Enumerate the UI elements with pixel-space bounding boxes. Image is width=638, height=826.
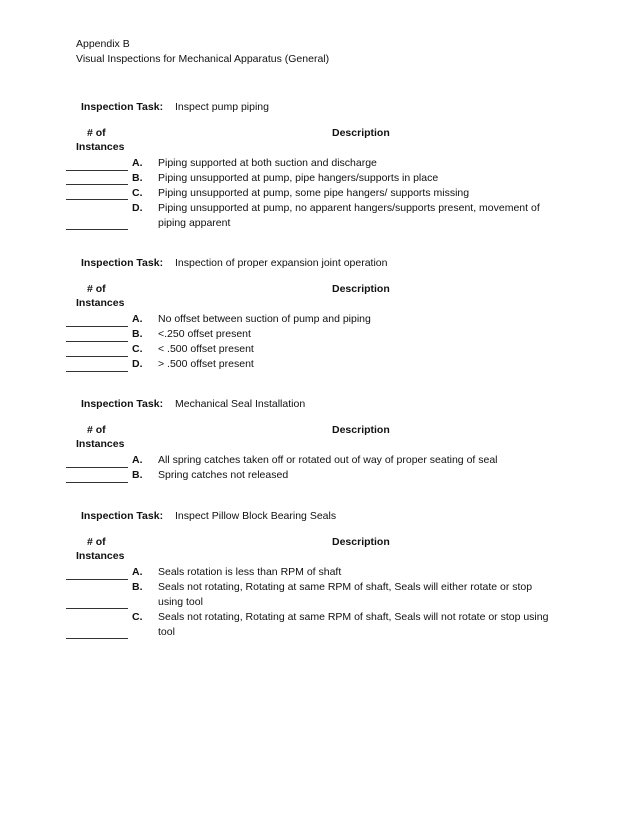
item-letter: C. xyxy=(132,611,143,623)
item-description: Piping supported at both suction and discharge xyxy=(158,157,377,169)
document-title: Visual Inspections for Mechanical Apparatus (General) xyxy=(76,53,330,65)
inspection-section-4 xyxy=(66,509,566,640)
checklist-item xyxy=(66,580,566,610)
item-description: > .500 offset present xyxy=(158,358,254,370)
task-label: Inspection Task: xyxy=(81,398,164,410)
column-headers xyxy=(66,535,566,565)
appendix-label: Appendix B xyxy=(76,38,130,50)
item-description: Piping unsupported at pump, no apparent hangers/supports present, movement of piping apparent xyxy=(158,202,540,229)
checklist-item xyxy=(66,327,566,342)
inspection-section-1 xyxy=(66,100,566,231)
document-header xyxy=(76,37,329,67)
task-label: Inspection Task: xyxy=(81,257,164,269)
count-blank[interactable] xyxy=(66,199,128,200)
count-header: # of xyxy=(87,536,106,548)
checklist-item xyxy=(66,312,566,327)
instances-header: Instances xyxy=(76,550,125,562)
description-header: Description xyxy=(332,536,390,548)
checklist-item xyxy=(66,156,566,171)
checklist-item xyxy=(66,468,566,483)
task-label: Inspection Task: xyxy=(81,101,164,113)
column-headers xyxy=(66,282,566,312)
task-name: Inspect Pillow Block Bearing Seals xyxy=(175,510,337,522)
description-header: Description xyxy=(332,283,390,295)
item-letter: D. xyxy=(132,202,143,214)
item-letter: B. xyxy=(132,469,143,481)
count-blank[interactable] xyxy=(66,638,128,639)
item-description: Spring catches not released xyxy=(158,469,289,481)
checklist-item xyxy=(66,171,566,186)
count-blank[interactable] xyxy=(66,608,128,609)
item-letter: C. xyxy=(132,343,143,355)
instances-header: Instances xyxy=(76,438,125,450)
task-name: Inspect pump piping xyxy=(175,101,269,113)
task-name: Inspection of proper expansion joint operation xyxy=(175,257,388,269)
inspection-section-3 xyxy=(66,397,566,483)
item-description: < .500 offset present xyxy=(158,343,254,355)
instances-header: Instances xyxy=(76,297,125,309)
item-letter: A. xyxy=(132,313,143,325)
item-letter: D. xyxy=(132,358,143,370)
item-description: No offset between suction of pump and piping xyxy=(158,313,371,325)
checklist-item xyxy=(66,565,566,580)
count-blank[interactable] xyxy=(66,229,128,230)
task-row xyxy=(66,509,566,523)
count-blank[interactable] xyxy=(66,184,128,185)
checklist-item xyxy=(66,186,566,201)
instances-header: Instances xyxy=(76,141,125,153)
item-description: <.250 offset present xyxy=(158,328,251,340)
item-description: Piping unsupported at pump, some pipe hangers/ supports missing xyxy=(158,187,470,199)
item-letter: A. xyxy=(132,566,143,578)
task-row xyxy=(66,256,566,270)
count-blank[interactable] xyxy=(66,482,128,483)
item-letter: B. xyxy=(132,328,143,340)
item-letter: A. xyxy=(132,454,143,466)
item-letter: C. xyxy=(132,187,143,199)
checklist-item xyxy=(66,342,566,357)
inspection-section-2 xyxy=(66,256,566,372)
item-description: Seals rotation is less than RPM of shaft xyxy=(158,566,342,578)
checklist-item xyxy=(66,453,566,468)
item-description: Seals not rotating, Rotating at same RPM of shaft, Seals will not rotate or stop using tool xyxy=(158,611,549,638)
task-label: Inspection Task: xyxy=(81,510,164,522)
item-letter: B. xyxy=(132,172,143,184)
count-header: # of xyxy=(87,424,106,436)
column-headers xyxy=(66,126,566,156)
task-name: Mechanical Seal Installation xyxy=(175,398,306,410)
count-header: # of xyxy=(87,127,106,139)
count-blank[interactable] xyxy=(66,371,128,372)
count-header: # of xyxy=(87,283,106,295)
checklist-item xyxy=(66,201,566,231)
item-description: Piping unsupported at pump, pipe hangers/supports in place xyxy=(158,172,439,184)
item-letter: A. xyxy=(132,157,143,169)
task-row xyxy=(66,100,566,114)
description-header: Description xyxy=(332,424,390,436)
description-header: Description xyxy=(332,127,390,139)
checklist-item xyxy=(66,357,566,372)
checklist-item xyxy=(66,610,566,640)
item-letter: B. xyxy=(132,581,143,593)
column-headers xyxy=(66,423,566,453)
task-row xyxy=(66,397,566,411)
item-description: All spring catches taken off or rotated out of way of proper seating of seal xyxy=(158,454,498,466)
item-description: Seals not rotating, Rotating at same RPM of shaft, Seals will either rotate or stop using tool xyxy=(158,581,533,608)
